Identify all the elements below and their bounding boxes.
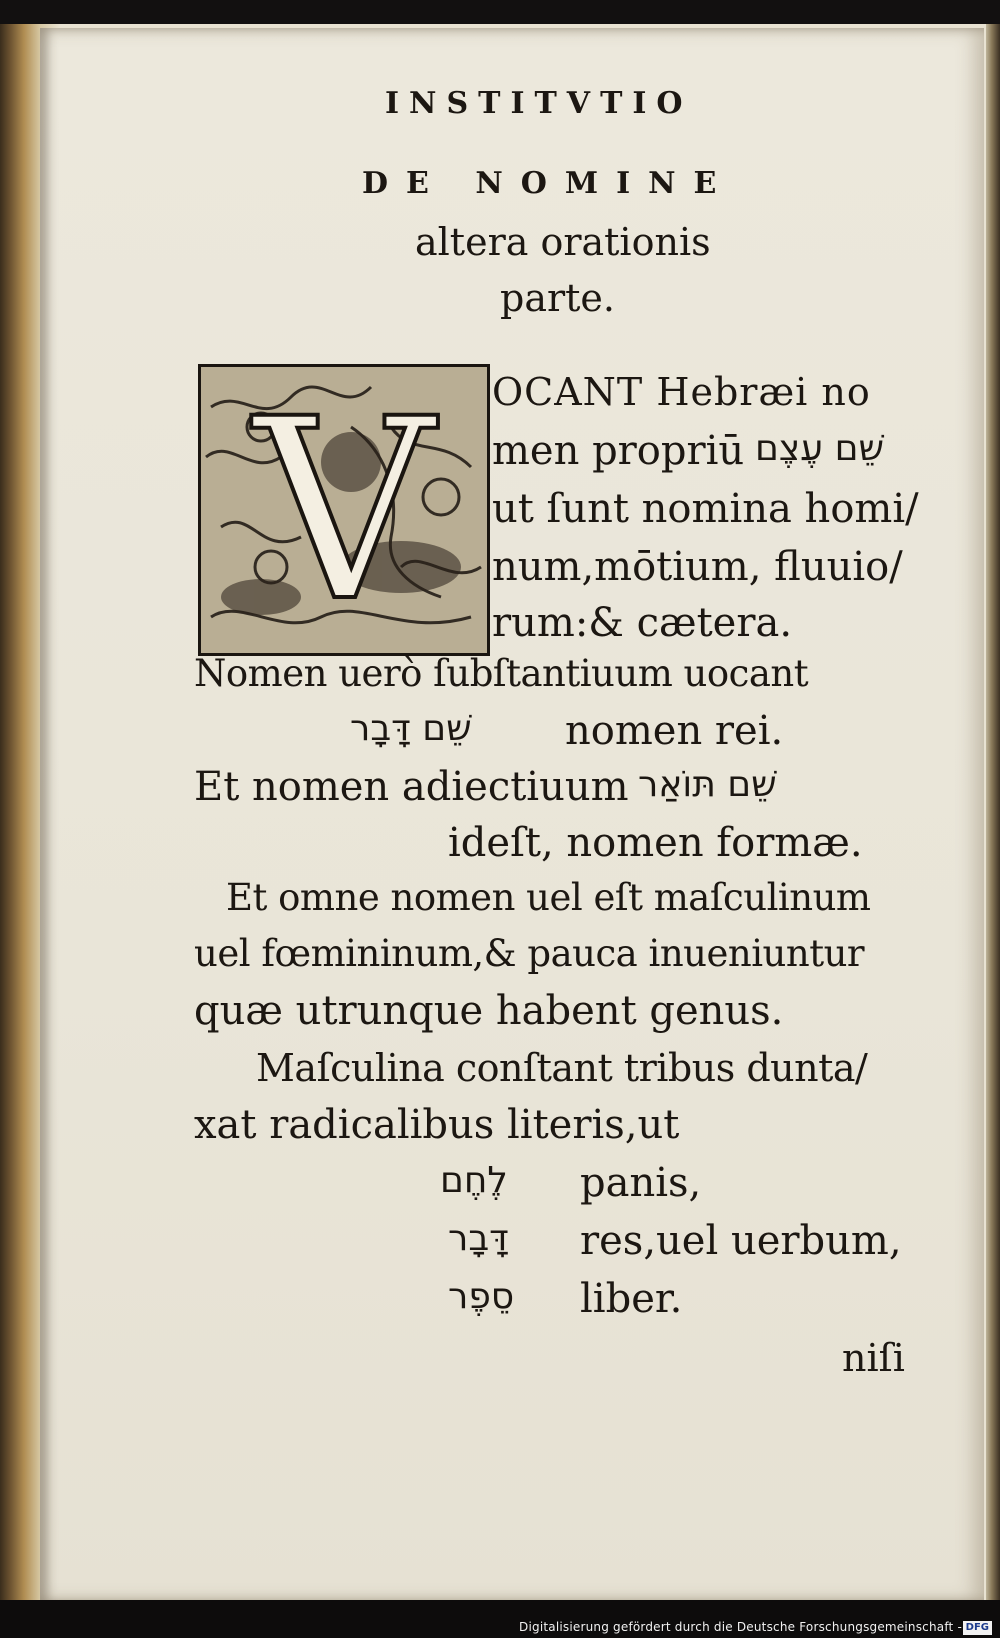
body-line-6: Nomen uerò ſubſtantiuum uocant xyxy=(194,652,809,695)
hebrew-shem-davar: שֵׁם דָּבָר xyxy=(350,708,472,749)
subtitle-line-2: parte. xyxy=(500,276,615,320)
digitization-credit: Digitalisierung gefördert durch die Deutsche Forschungsgemeinschaft - xyxy=(519,1620,962,1634)
body-line-10: Et omne nomen uel eſt maſculinum xyxy=(226,876,871,919)
body-line-1: OCANT Hebræi no xyxy=(492,370,871,414)
hebrew-shem-toar: שֵׁם תּוֹאַר xyxy=(638,764,777,805)
catchword: niſi xyxy=(842,1336,905,1380)
body-line-12: quæ utrunque habent genus. xyxy=(194,988,784,1034)
body-line-3: ut ſunt nomina homi/ xyxy=(492,486,919,532)
body-line-11: uel fœmininum,& pauca inueniuntur xyxy=(194,932,865,975)
body-line-14: xat radicalibus literis,ut xyxy=(194,1102,680,1148)
page-edge xyxy=(986,24,1000,1614)
body-line-2: men propriū xyxy=(492,428,745,474)
example-hebrew-davar: דָּבָר xyxy=(448,1218,509,1259)
body-line-13: Maſculina conſtant tribus dunta/ xyxy=(256,1046,868,1090)
body-line-4: num,mōtium, fluuio/ xyxy=(492,544,903,590)
body-line-9: ideſt, nomen formæ. xyxy=(448,820,863,866)
example-hebrew-lechem: לֶחֶם xyxy=(440,1160,508,1201)
body-line-5: rum:& cætera. xyxy=(492,600,793,646)
top-scan-border xyxy=(0,0,1000,24)
running-title: INSTITVTIO xyxy=(385,86,693,121)
scan-footer-bar xyxy=(0,1600,1000,1638)
initial-letter: V xyxy=(253,367,435,653)
example-latin-liber: liber. xyxy=(580,1276,683,1322)
subtitle-line-1: altera orationis xyxy=(415,220,711,264)
dfg-logo: DFG xyxy=(963,1621,992,1635)
body-line-7: nomen rei. xyxy=(565,708,784,754)
example-latin-res: res,uel uerbum, xyxy=(580,1218,902,1264)
body-line-8: Et nomen adiectiuum xyxy=(194,764,629,810)
woodcut-illustration xyxy=(201,367,487,653)
example-hebrew-sefer: סֵפֶר xyxy=(448,1276,515,1317)
example-latin-panis: panis, xyxy=(580,1160,702,1206)
decorated-initial-image xyxy=(198,364,490,656)
section-title: DE NOMINE xyxy=(362,166,735,201)
hebrew-shem-etzem: שֵׁם עֶצֶם xyxy=(755,428,884,469)
